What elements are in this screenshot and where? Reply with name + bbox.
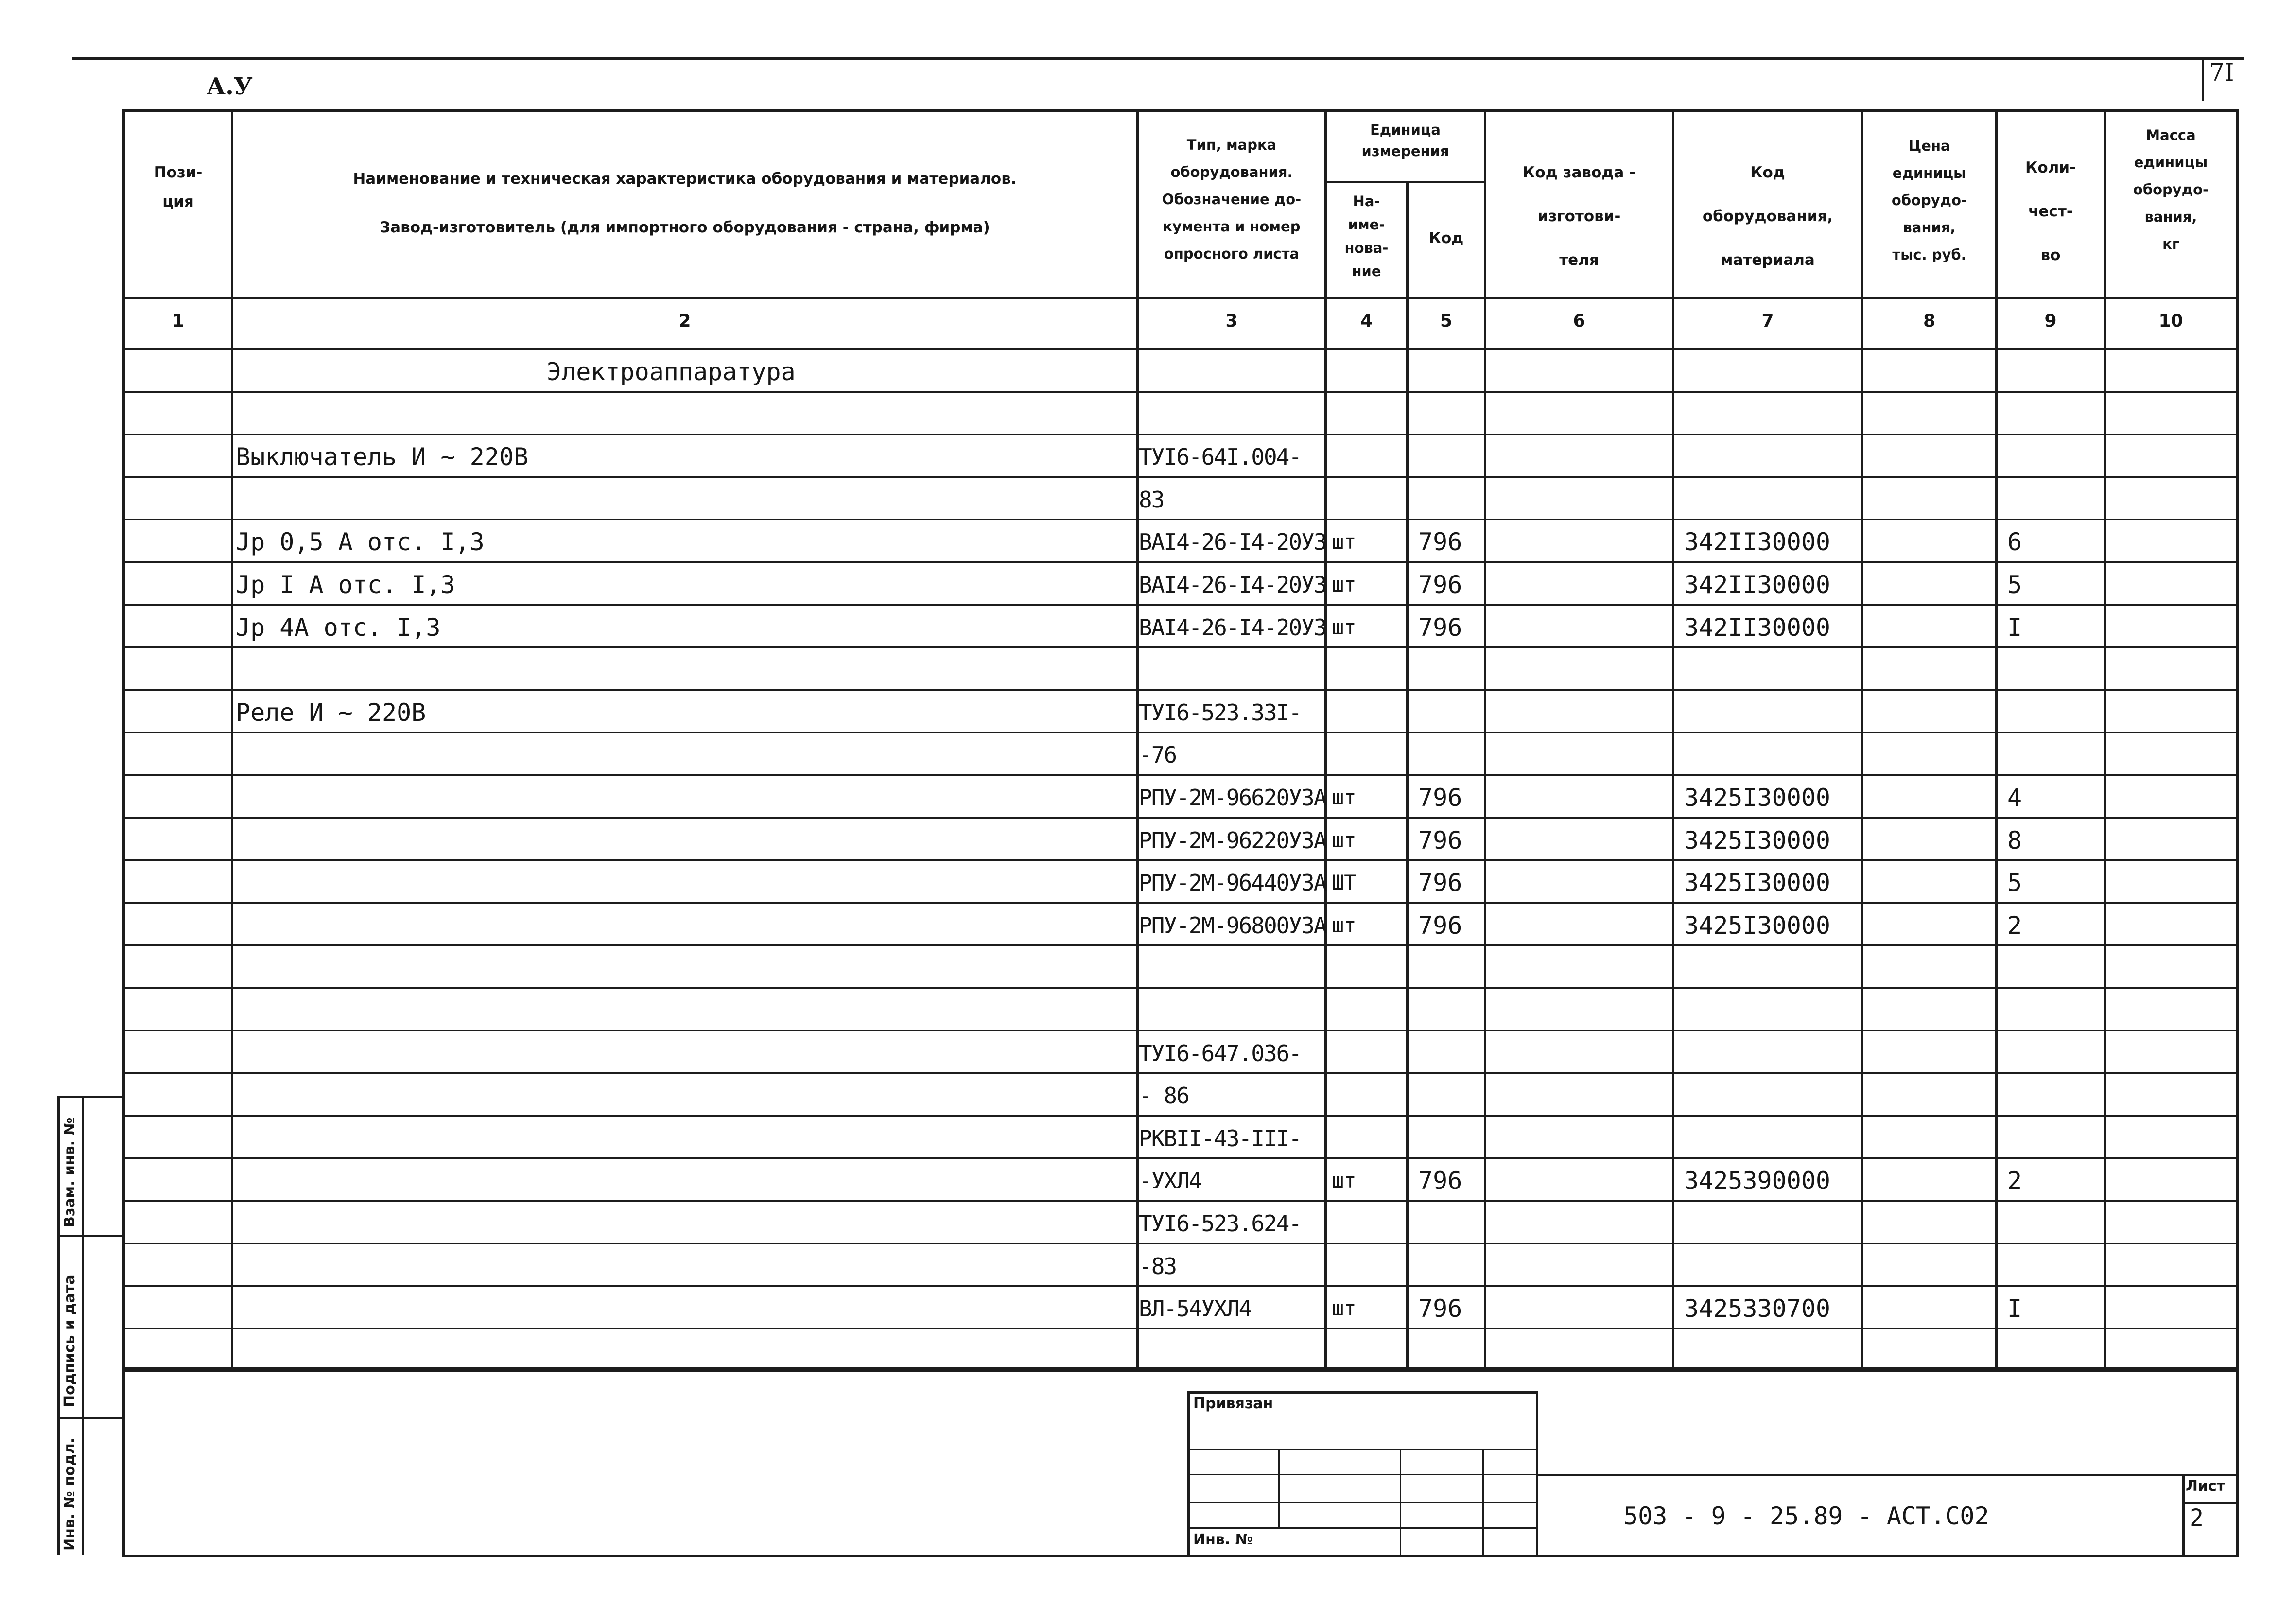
row-gridline (124, 689, 2238, 691)
cell-type: - 86 (1139, 1083, 1189, 1109)
cell-equip: 3425I30000 (1684, 826, 1831, 855)
corner-mark: А.У (207, 73, 253, 100)
cell-type: ВАI4-26-I4-20У3 (1139, 572, 1326, 598)
cell-equip: 3425390000 (1684, 1167, 1831, 1195)
cell-unit_code: 796 (1418, 528, 1462, 557)
colnum-1: 1 (172, 311, 185, 331)
col-sep-5 (1484, 109, 1486, 1368)
attached-v-2 (1400, 1449, 1401, 1555)
header-unit-group: Единица измерения (1361, 122, 1449, 159)
table-top-border (124, 109, 2238, 112)
cell-qty: I (2007, 613, 2022, 642)
cell-equip: 342II30000 (1684, 571, 1831, 599)
cell-name: Реле И ~ 220В (236, 698, 426, 727)
cell-unit_code: 796 (1418, 826, 1462, 855)
header-pos: Пози- ция (154, 164, 203, 210)
attached-top (1188, 1391, 1538, 1394)
row-gridline (124, 1157, 2238, 1159)
cell-unit_code: 796 (1418, 1294, 1462, 1323)
row-gridline (124, 604, 2238, 606)
header-type: Тип, марка оборудования. Обозначение до- кумента и номер опросного листа (1162, 137, 1302, 262)
cell-unit_code: 796 (1418, 784, 1462, 812)
cell-unit_code: 796 (1418, 911, 1462, 940)
side-stamp-vzam: Взам. инв. № (61, 1118, 78, 1227)
col-sep-8 (1995, 109, 1998, 1368)
cell-qty: 2 (2007, 911, 2022, 940)
cell-qty: I (2007, 1294, 2022, 1323)
cell-unit_name: шт (1332, 828, 1357, 852)
attached-v-1 (1278, 1449, 1280, 1529)
page-number: 7I (2209, 58, 2234, 87)
header-unit-code: Код (1428, 229, 1464, 247)
colnum-5: 5 (1440, 311, 1453, 331)
cell-qty: 2 (2007, 1167, 2022, 1195)
cell-type: ТУI6-64I.004- (1139, 444, 1302, 471)
attached-h-2 (1188, 1474, 1538, 1475)
cell-type: РПУ-2М-96440У3А (1139, 870, 1326, 896)
col-sep-9 (2104, 109, 2106, 1368)
header-name: Наименование и техническая характеристика оборудования и материалов. Завод-изготовитель (для импортного оборудования - страна, фирма) (353, 170, 1017, 236)
colnum-10: 10 (2158, 311, 2183, 331)
colnum-9: 9 (2044, 311, 2057, 331)
row-gridline (124, 646, 2238, 648)
row-gridline (124, 944, 2238, 946)
cell-unit_name: шт (1332, 913, 1357, 937)
colnum-8: 8 (1923, 311, 1936, 331)
side-stamp-podpis: Подпись и дата (61, 1275, 78, 1407)
header-equip: Код оборудования, материала (1702, 164, 1833, 269)
sheet-box-left (2182, 1474, 2185, 1556)
header-price: Цена единицы оборудо- вания, тыс. руб. (1891, 138, 1967, 263)
header-unit-name: На- име- нова- ние (1344, 193, 1389, 279)
row-gridline (124, 391, 2238, 393)
colnum-4: 4 (1360, 311, 1373, 331)
sheet-box-div (2182, 1502, 2238, 1504)
cell-qty: 5 (2007, 869, 2022, 897)
cell-name: Jр 0,5 А отс. I,3 (236, 528, 485, 557)
row-gridline (124, 1200, 2238, 1202)
cell-type: РКВII-43-III- (1139, 1125, 1302, 1152)
sheet-number: 2 (2190, 1504, 2204, 1532)
row-gridline (124, 987, 2238, 989)
cell-unit_name: шт (1332, 786, 1357, 809)
table-bottom-border (124, 1367, 2238, 1370)
cell-type: ТУI6-523.624- (1139, 1210, 1302, 1237)
sheet-label: Лист (2186, 1478, 2226, 1495)
row-gridline (124, 1243, 2238, 1244)
side-stamp-div-2 (57, 1417, 124, 1419)
cell-unit_name: шт (1332, 1169, 1357, 1193)
cell-type: ВАI4-26-I4-20У3 (1139, 614, 1326, 641)
header-plant: Код завода - изготови- теля (1523, 164, 1635, 269)
col-sep-1 (231, 109, 233, 1368)
row-gridline (124, 1072, 2238, 1074)
row-gridline (124, 902, 2238, 904)
row-gridline (124, 1328, 2238, 1329)
colnum-2: 2 (678, 311, 691, 331)
side-stamp-top (57, 1096, 124, 1098)
side-stamp-inv-podl: Инв. № подл. (61, 1437, 78, 1551)
row-gridline (124, 859, 2238, 861)
row-gridline (124, 774, 2238, 776)
cell-type: -83 (1139, 1253, 1177, 1279)
row-gridline (124, 732, 2238, 733)
cell-type: ТУI6-647.036- (1139, 1040, 1302, 1066)
row-gridline (124, 434, 2238, 435)
cell-unit_name: ШТ (1332, 871, 1357, 895)
header-bottom-border (124, 297, 2238, 299)
cell-unit_name: шт (1332, 573, 1357, 596)
cell-qty: 8 (2007, 826, 2022, 855)
row-gridline (124, 817, 2238, 819)
cell-equip: 3425I30000 (1684, 869, 1831, 897)
cell-type: ВАI4-26-I4-20У3 (1139, 529, 1326, 556)
cell-equip: 3425330700 (1684, 1294, 1831, 1323)
attached-v-3 (1482, 1449, 1484, 1555)
cell-unit_name: шт (1332, 530, 1357, 554)
row-gridline (124, 1115, 2238, 1117)
cell-type: РПУ-2М-96800У3А (1139, 912, 1326, 939)
row-gridline (124, 1285, 2238, 1287)
cell-unit_code: 796 (1418, 869, 1462, 897)
cell-unit_code: 796 (1418, 613, 1462, 642)
cell-equip: 342II30000 (1684, 528, 1831, 557)
attached-h-4 (1188, 1527, 1538, 1529)
number-row-bottom-border (124, 348, 2238, 350)
cell-type: 83 (1139, 486, 1164, 513)
cell-qty: 4 (2007, 784, 2022, 812)
header-mass: Масса единицы оборудо- вания, кг (2133, 127, 2209, 252)
side-stamp-mid-border (82, 1096, 84, 1555)
document-code: 503 - 9 - 25.89 - АСТ.С02 (1623, 1502, 1989, 1530)
row-gridline (124, 519, 2238, 520)
colnum-3: 3 (1225, 311, 1238, 331)
col-sep-3 (1324, 109, 1327, 1368)
cell-qty: 6 (2007, 528, 2022, 557)
cell-unit_code: 796 (1418, 1167, 1462, 1195)
cell-unit_code: 796 (1418, 571, 1462, 599)
cell-unit_name: шт (1332, 615, 1357, 639)
col-sep-6 (1672, 109, 1674, 1368)
frame-right-border (2236, 109, 2239, 1557)
attached-h-1 (1188, 1449, 1538, 1450)
cell-unit_name: шт (1332, 1296, 1357, 1321)
title-block-top (1536, 1474, 2238, 1476)
row-gridline (124, 561, 2238, 563)
inv-label: Инв. № (1193, 1531, 1253, 1548)
cell-type: ТУI6-523.33I- (1139, 699, 1302, 726)
cell-name: Jр 4А отс. I,3 (236, 613, 441, 642)
cell-type: -76 (1139, 742, 1177, 769)
row-gridline (124, 476, 2238, 478)
col-sep-7 (1861, 109, 1863, 1368)
row-gridline (124, 1370, 2238, 1372)
cell-qty: 5 (2007, 571, 2022, 599)
attached-label: Привязан (1193, 1395, 1273, 1412)
row-gridline (124, 1030, 2238, 1031)
cell-name: Электроаппаратура (547, 358, 796, 386)
colnum-6: 6 (1573, 311, 1585, 331)
cell-type: РПУ-2М-96220У3А (1139, 827, 1326, 854)
cell-equip: 3425I30000 (1684, 911, 1831, 940)
unit-group-divider (1324, 181, 1486, 183)
colnum-7: 7 (1761, 311, 1774, 331)
side-stamp-left-border (57, 1096, 60, 1555)
cell-name: Jр I А отс. I,3 (236, 571, 455, 599)
side-stamp-div-1 (57, 1235, 124, 1237)
cell-type: РПУ-2М-96620У3А (1139, 785, 1326, 811)
cell-equip: 342II30000 (1684, 613, 1831, 642)
attached-h-3 (1188, 1502, 1538, 1503)
frame-bottom-border (124, 1555, 2238, 1557)
cell-type: -УХЛ4 (1139, 1168, 1201, 1194)
cell-name: Выключатель И ~ 220В (236, 443, 529, 472)
header-qty: Коли- чест- во (2025, 159, 2076, 264)
cell-type: ВЛ-54УХЛ4 (1139, 1295, 1252, 1322)
cell-equip: 3425I30000 (1684, 784, 1831, 812)
